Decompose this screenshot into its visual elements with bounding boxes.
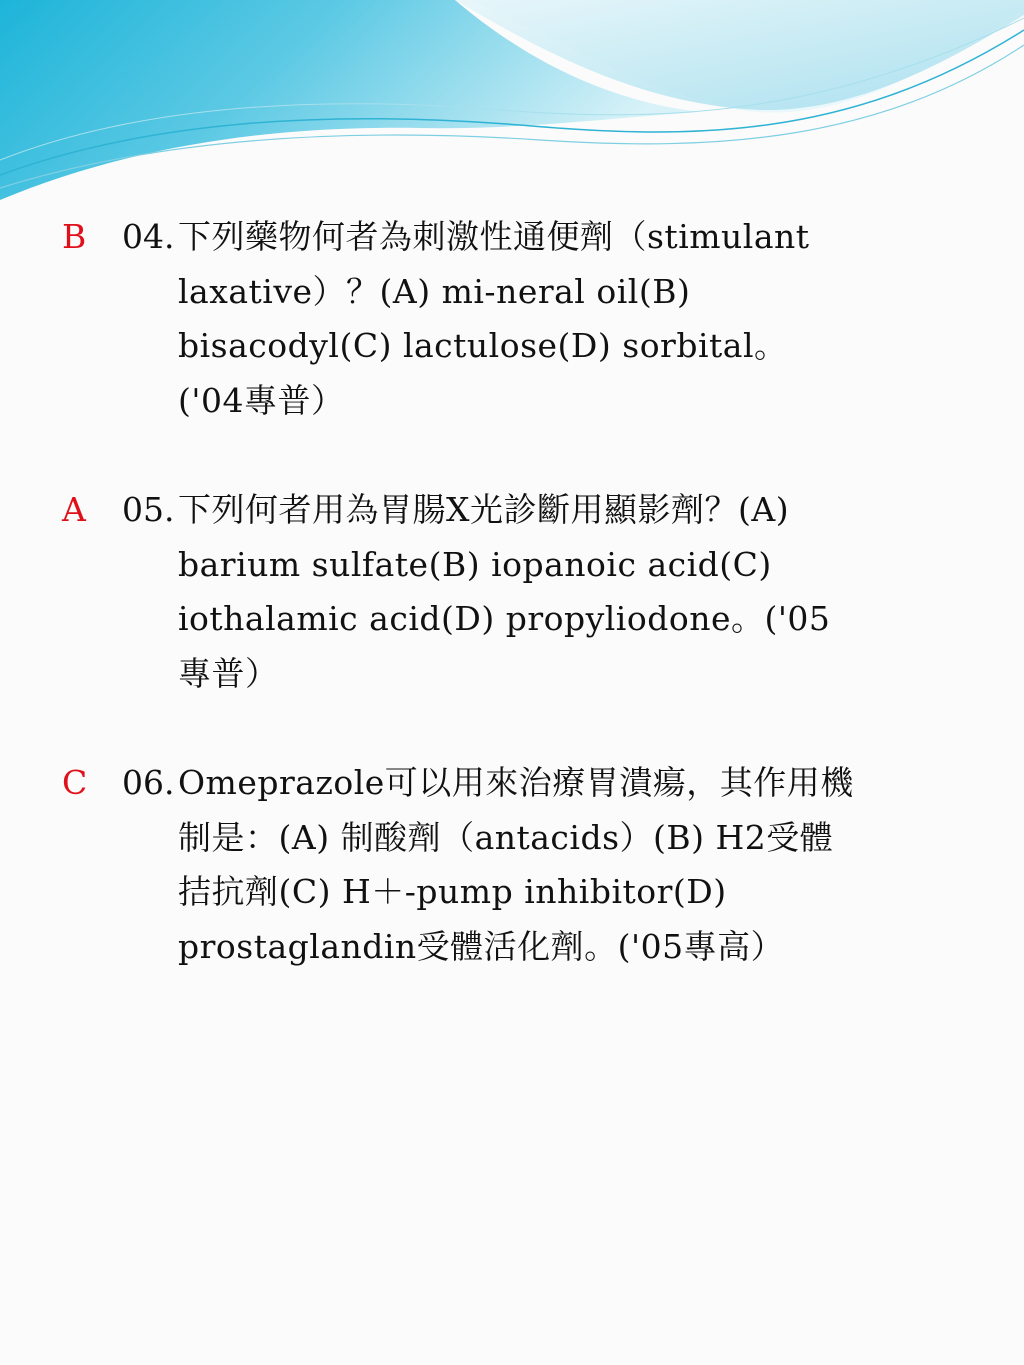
question-number: 04. <box>122 217 175 256</box>
answer-letter: C <box>62 763 88 802</box>
question-text: 下列何者用為胃腸X光診斷用顯影劑？(A) barium sulfate(B) iopanoic acid(C) iothalamic acid(D) propyliodone。('05 專普） <box>178 490 831 693</box>
question-number: 05. <box>122 490 175 529</box>
answer-letter: B <box>62 217 87 256</box>
question-text: 下列藥物何者為刺激性通便劑（stimulant laxative）？(A) mi-neral oil(B) bisacodyl(C) lactulose(D) sorbital。 ('04專普） <box>178 217 810 420</box>
answer-letter: A <box>62 490 86 529</box>
question-number: 06. <box>122 763 175 802</box>
question-text: Omeprazole可以用來治療胃潰瘍，其作用機 制是：(A) 制酸劑（antacids）(B) H2受體 拮抗劑(C) H＋-pump inhibitor(D) prostaglandin受體活化劑。('05專高） <box>178 763 854 966</box>
question-04 <box>0 210 1024 440</box>
question-05 <box>0 483 1024 713</box>
question-06 <box>0 756 1024 986</box>
